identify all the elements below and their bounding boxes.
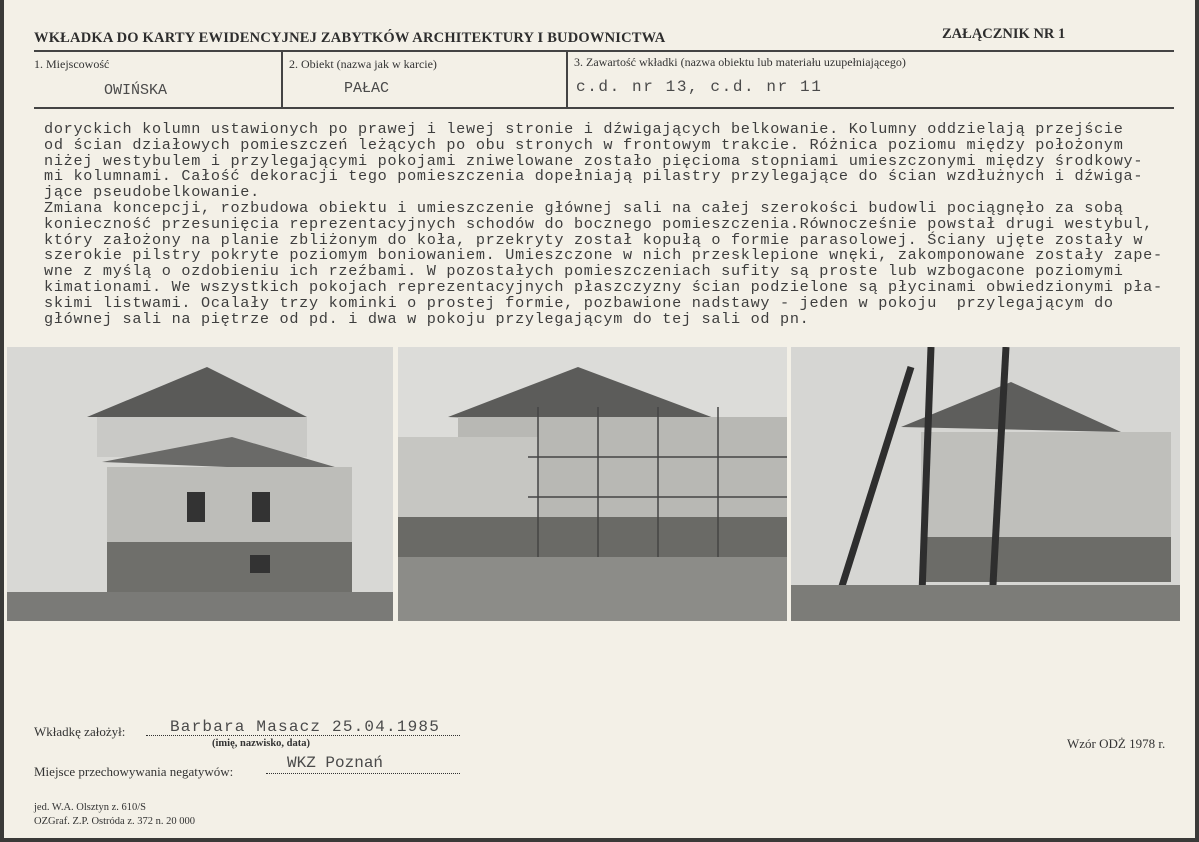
description-text [44,122,1184,327]
text-line: szerokie pilstry pokryte poziomym boniowaniem. Umieszczone w nich przesklepione wnęki, zakomponowane zostały zape- [44,246,1163,265]
author-label: Wkładkę założył: [34,724,126,739]
print-info-1: jed. W.A. Olsztyn z. 610/S [34,802,146,813]
text-line: konieczność przesunięcia reprezentacyjnych schodów do bocznego pomieszczenia.Równocześnie powstał drugi westybul, [44,214,1153,233]
text-line: wne z myślą o ozdobieniu ich rzeźbami. W pozostałych pomieszczeniach sufity są proste lub wzbogacone poziomymi [44,262,1124,281]
annex-number: ZAŁĄCZNIK NR 1 [942,26,1066,42]
author-value: Barbara Masacz 25.04.1985 [170,718,441,736]
text-line: od ścian działowych pomieszczeń leżących po obu stronych w frontowym trakcie. Różnica poziomu między położonym [44,135,1124,154]
text-line: głównej sali na piętrze od pd. i dwa w pokoju przylegającym do tej sali od pn. [44,309,810,328]
text-line: który założony na planie zbliżonym do koła, przekryty został kopułą o formie parasolowej. Ściany ujęte zostały w [44,230,1144,249]
text-line: kimationami. We wszystkich pokojach reprezentacyjnych płaszczyzny ścian podzielone są płycinami obwiedzionymi pła- [44,277,1163,296]
author-hint: (imię, nazwisko, data) [212,738,310,749]
divider [281,50,283,108]
object-label: 2. Obiekt (nazwa jak w karcie) [289,57,437,71]
photo-palace-scaffolding [398,347,787,621]
text-line: Zmiana koncepcji, rozbudowa obiektu i umieszczenie głównej sali na całej szerokości budowli pociągnęło za sobą [44,198,1124,217]
divider [34,107,1174,109]
print-info-2: OZGraf. Z.P. Ostróda z. 372 n. 20 000 [34,816,195,827]
photo-palace-side-view [7,347,393,621]
object-value: PAŁAC [344,80,390,97]
locality-value: OWIŃSKA [104,82,168,99]
locality-label: 1. Miejscowość [34,57,110,71]
text-line: mi kolumnami. Całość dekoracji tego pomieszczenia dopełniają pilastry przylegające do ścian wzdłużnych i dźwiga- [44,167,1144,186]
text-line: doryckich kolumn ustawionych po prawej i lewej stronie i dźwigających belkowanie. Kolumny oddzielają przejście [44,120,1124,138]
divider [566,50,568,108]
divider [34,50,1174,52]
content-value: c.d. nr 13, c.d. nr 11 [576,78,823,96]
negatives-label: Miejsce przechowywania negatywów: [34,764,234,779]
negatives-line [266,773,460,774]
text-line: niżej westybulem i przylegającymi pokojami zniwelowane zostało pięcioma stopniami umieszczonymi między środkowy- [44,151,1144,170]
negatives-value: WKZ Poznań [287,754,384,772]
card-title: WKŁADKA DO KARTY EWIDENCYJNEJ ZABYTKÓW ARCHITEKTURY I BUDOWNICTWA [34,30,666,46]
inventory-card-sheet [4,0,1195,838]
photo-palace-trees [791,347,1180,621]
text-line: skimi listwami. Ocalały trzy kominki o prostej formie, pozbawione nadstawy - jeden w pokoju przylegającym do [44,293,1114,312]
content-label: 3. Zawartość wkładki (nazwa obiektu lub materiału uzupełniającego) [574,55,906,69]
text-line: jące pseudobelkowanie. [44,183,260,202]
form-model: Wzór ODŻ 1978 r. [1067,736,1166,751]
